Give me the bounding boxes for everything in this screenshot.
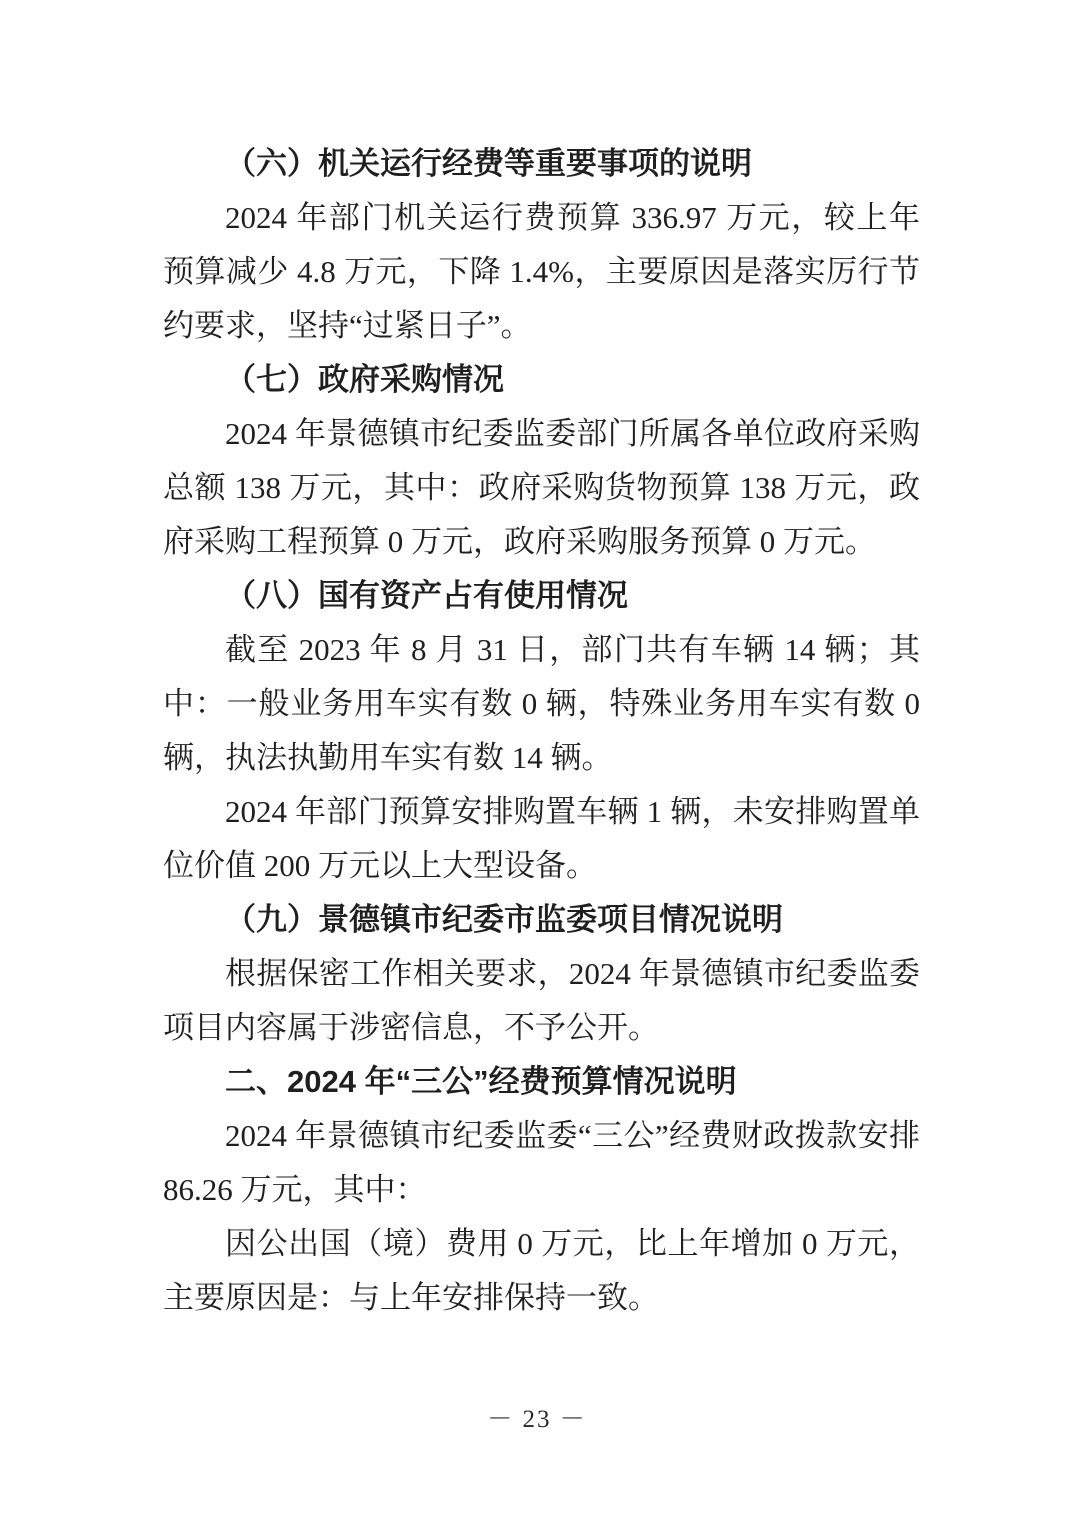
section-heading-7-government-procurement: （七）政府采购情况 xyxy=(225,362,504,397)
paragraph-vehicles-detail: 截至 2023 年 8 月 31 日，部门共有车辆 14 辆；其中：一般业务用车实有数 0 辆，特殊业务用车实有数 0 辆，执法执勤用车实有数 14 辆。 xyxy=(163,632,920,775)
document-body xyxy=(163,137,920,1325)
page-number: － 23 － xyxy=(487,1406,587,1433)
paragraph-operating-funds-detail: 2024 年部门机关运行费预算 336.97 万元，较上年预算减少 4.8 万元，下降 1.4%，主要原因是落实厉行节约要求，坚持“过紧日子”。 xyxy=(163,200,920,343)
paragraph-three-public-budget-total: 2024 年景德镇市纪委监委“三公”经费财政拨款安排 86.26 万元，其中： xyxy=(163,1118,920,1207)
section-heading-2-three-public-expenses: 二、2024 年“三公”经费预算情况说明 xyxy=(225,1064,737,1099)
paragraph-vehicle-purchase-plan: 2024 年部门预算安排购置车辆 1 辆，未安排购置单位价值 200 万元以上大型设备。 xyxy=(163,794,920,883)
section-heading-6-agency-operating-funds: （六）机关运行经费等重要事项的说明 xyxy=(225,146,752,181)
section-heading-9-project-explanation: （九）景德镇市纪委市监委项目情况说明 xyxy=(225,902,783,937)
paragraph-overseas-travel-expense: 因公出国（境）费用 0 万元，比上年增加 0 万元，主要原因是：与上年安排保持一致。 xyxy=(163,1226,920,1315)
paragraph-procurement-detail: 2024 年景德镇市纪委监委部门所属各单位政府采购总额 138 万元，其中：政府采购货物预算 138 万元，政府采购工程预算 0 万元，政府采购服务预算 0 万元。 xyxy=(163,416,920,559)
paragraph-confidential-projects: 根据保密工作相关要求，2024 年景德镇市纪委监委项目内容属于涉密信息，不予公开。 xyxy=(163,956,920,1045)
section-heading-8-state-owned-assets: （八）国有资产占有使用情况 xyxy=(225,578,628,613)
